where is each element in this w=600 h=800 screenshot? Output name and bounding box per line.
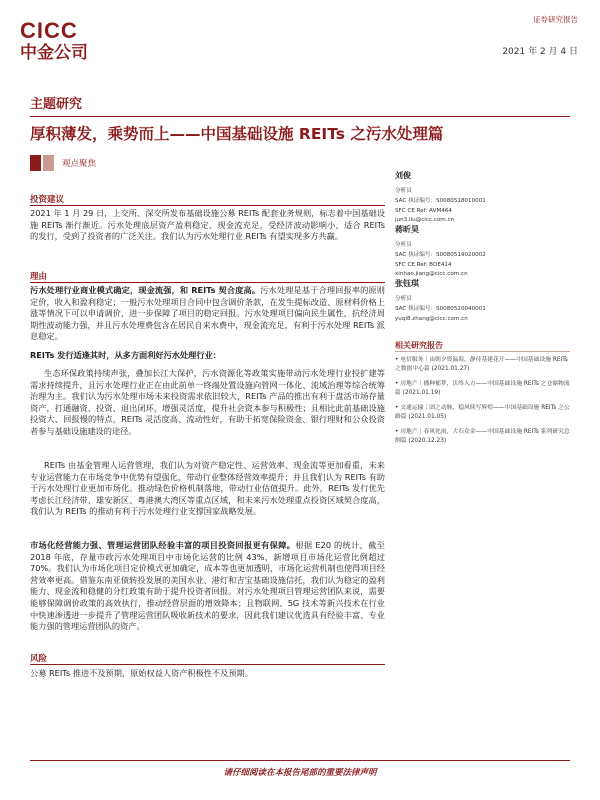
topic-label: 主题研究 [30,97,83,112]
tag-bar-dark [30,155,41,171]
reason-p3: 生态环保政策持续声张，叠加长江大保护，污水资源化等政策实施带动污水处理行业投扩建等需求持续提升，且污水处理行业正在由此前单一终端处置设施向管网一体化、流域治理等综合统筹治理为主。我们认为污水处理市场未来投资需求依旧较大，REITs 产品的推出有利于盘活市场存量资产，打通融资、投资、退出闭环，增强灵活度，提升社会资本参与积极性；且相比此前基础设施投资大、回报慢的特点，REITs 灵活度高、流动性好，有助于拓宽保险资金、银行理财和公众投资者参与基础设施建设的途径。 [30,368,385,436]
reason-rule [30,282,385,283]
author-sfc: SFC CE Ref: BOE414 [395,261,452,268]
author-card-2 [395,224,570,280]
footer-rule [30,760,570,761]
author-sac: SAC 执证编号：S0080519020002 [395,251,486,258]
author-role: 分析员 [395,188,412,194]
related-rule [395,351,570,352]
report-title: 厚积薄发，乘势而上——中国基础设施 REITs 之污水处理篇 [30,125,444,143]
author-card-3 [395,278,570,324]
author-name: 蒋昕昊 [395,225,419,234]
report-type: 证券研究报告 [533,15,578,24]
author-sfc: SFC CE Ref: AVM464 [395,207,452,214]
investment-body: 2021 年 1 月 29 日，上交所、深交所发布基础设施公募 REITs 配套业务规则，标志着中国基础设施 REITs 渐行渐近。污水处理底层资产盈利稳定、现金流充足，受经济波动影响小，适合 REITs 的发行，受到了投资者的广泛关注。我们认为污水处理行业 REITs 有望实现多方共赢。 [30,208,385,242]
related-item[interactable]: • 电信服务｜由朝夕资温海，静待基建花开——中国基础设施 REITs 之数据中心篇 (2021.01.27) [395,357,568,373]
reason-p1-text: 污水处理是基于合理回报率的原则定价，收入和盈利稳定；一般污水处理项目合同中包含调价条款，在发生提标改造、原材料价格上涨等情况下可以申请调价，进一步保障了项目的稳定回报。污水处理项目偏向民生属性，抗经济周期性波动能力强，并且污水处理费包含在居民自来水费中，现金流充足，有利于污水处理 REITs 派息稳定。 [30,285,385,342]
logo-cn-text: 中金公司 [20,43,88,63]
author-name: 张钰琪 [395,279,419,288]
report-date: 2021 年 2 月 4 日 [502,47,578,57]
reason-p4: REITs 由基金管理人运营管理，我们认为对资产稳定性、运营效率、现金流等更加看重，未来专业运营能力在市场竞争中优势有望强化，带动行业整体经营效率提升；并且我们认为 REITs 有助于污水处理行业更加市场化。推动绿色价格机制落地，带动行业估值提升。此外，REITs 发行优先考虑长江经济带、雄安新区、粤港澳大湾区等重点区域，和未来污水处理重点投资区域契合度高，我们认为 REITs 的推动有利于污水处理行业支撑国家战略发展。 [30,460,385,517]
author-email[interactable]: jun3.liu@cicc.com.cn [395,217,455,224]
reason-heading: 理由 [30,272,48,282]
title-rule [30,116,570,117]
author-card-1 [395,170,570,226]
author-sac: SAC 执证编号：S0080520040001 [395,305,486,312]
investment-heading: 投资建议 [30,195,65,205]
reason-p1 [30,285,385,343]
tag-bar-light [43,155,54,171]
tag-label: 观点聚焦 [62,159,97,169]
reason-p2: REITs 发行适逢其时，从多方面利好污水处理行业： [30,350,221,360]
reason-p1-lead: 污水处理行业商业模式确定，现金流强，和 REITs 契合度高。 [30,285,261,295]
investment-rule [30,205,385,206]
reason-p5-text: 根据 E20 的统计，截至 2018 年底，存量市政污水处理项目中市场化运营的比例 43%，新增项目市场化运营比例超过 70%。我们认为市场化项目定价模式更加确定，成本等也更加透明，市场化运营机制也使得项目经营效率更高。借鉴东南亚债转投发展的美国水业、港灯和吉宝基础设施信托，我们认为稳定的盈利能力、现金流和稳健的分红政策有助于提升投资者回报。对污水处理项目管理运营团队来说，需要能够保障调价政策的高效执行，推动经营层面的增效降本；且物联网、5G 技术等新兴技术在行业中快速渗透进一步提升了管理运营团队吸收新技术的要求，因此我们建议优选具有经验丰富、专业能力强的管理运营团队的资产。 [30,540,385,632]
related-item[interactable]: • 房地产｜春风化雨，大石众金——中国基础设施 REITs 系列研究总纲篇 (2020.12.23) [395,429,570,445]
author-email[interactable]: xinhao.jiang@cicc.com.cn [395,271,468,278]
author-role: 分析员 [395,242,412,248]
reason-p5 [30,540,385,633]
author-role: 分析员 [395,296,412,302]
risk-body: 公募 REITs 推进不及预期，原始权益人资产积极性不及预期。 [30,668,253,678]
author-sac: SAC 执证编号：S0080518010001 [395,197,486,204]
author-name: 刘俊 [395,171,411,180]
related-item[interactable]: • 房地产｜播种郁梦，沃终入方——中国基础设施 REITs 之仓储物流篇 (2021.01.19) [395,381,570,397]
risk-heading: 风险 [30,654,48,664]
author-email[interactable]: yuqi8.zhang@cicc.com.cn [395,315,468,322]
risk-rule [30,664,385,665]
reason-p5-lead: 市场化经营能力强、管理运营团队经验丰富的项目投资回报更有保障。 [30,540,296,550]
logo-en-text: CICC [20,18,78,43]
legal-notice: 请仔细阅读在本报告尾部的重要法律声明 [223,768,377,778]
related-heading: 相关研究报告 [395,341,443,350]
related-item[interactable]: • 交通运输｜固之动脉，稳风续写辉煌——中国基础设施 REITs 之公路篇 (2021.01.05) [395,405,570,421]
cicc-logo [20,20,90,62]
